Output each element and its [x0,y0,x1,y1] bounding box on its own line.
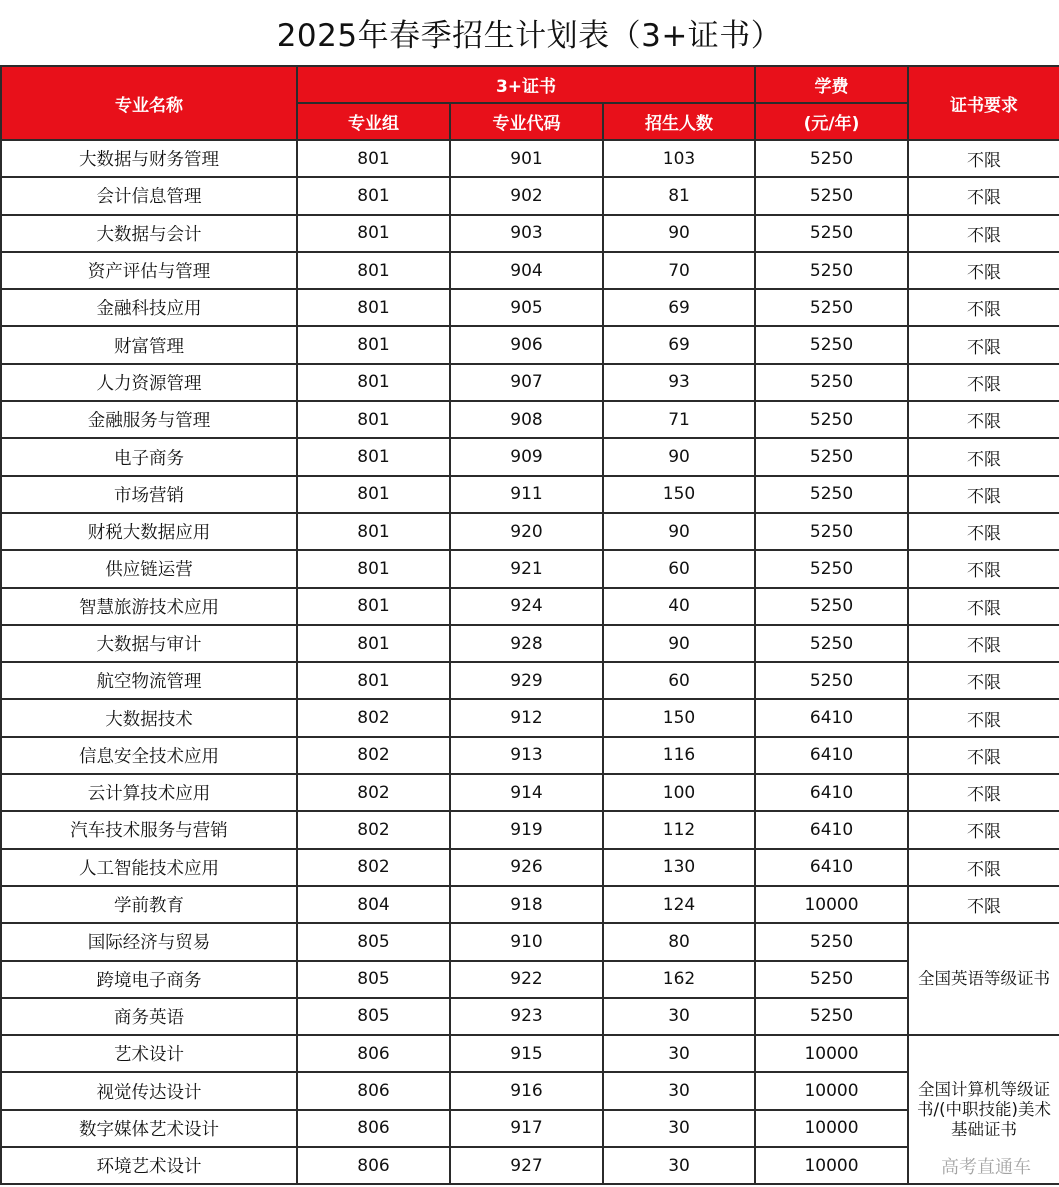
cert-requirement-cell: 不限 [908,774,1059,811]
enroll-count-cell: 71 [603,401,755,438]
cert-requirement-cell: 不限 [908,215,1059,252]
tuition-cell: 5250 [755,140,908,177]
major-name-cell: 金融科技应用 [1,289,297,326]
major-name-cell: 金融服务与管理 [1,401,297,438]
major-group-cell: 802 [297,774,450,811]
page-title: 2025年春季招生计划表（3+证书） [276,17,783,54]
major-name-cell: 智慧旅游技术应用 [1,588,297,625]
cert-requirement-cell: 不限 [908,438,1059,475]
major-code-cell: 917 [450,1110,603,1147]
major-group-cell: 801 [297,177,450,214]
enroll-count-cell: 103 [603,140,755,177]
tuition-cell: 5250 [755,401,908,438]
table-row [1,476,1059,513]
cert-requirement-cell: 不限 [908,401,1059,438]
major-name-cell: 学前教育 [1,886,297,923]
tuition-cell: 6410 [755,849,908,886]
major-group-cell: 805 [297,923,450,960]
table-row [1,923,1059,960]
table-row [1,177,1059,214]
table-row [1,662,1059,699]
cert-requirement-cell: 不限 [908,513,1059,550]
table-row [1,438,1059,475]
major-code-cell: 916 [450,1072,603,1109]
table-row [1,811,1059,848]
watermark: 高考直通车 [941,1157,1031,1178]
major-group-cell: 806 [297,1110,450,1147]
major-name-cell: 市场营销 [1,476,297,513]
cert-requirement-cell: 不限 [908,588,1059,625]
header-major-group: 专业组 [297,103,450,140]
major-group-cell: 801 [297,476,450,513]
major-name-cell: 财税大数据应用 [1,513,297,550]
header-major-name: 专业名称 [1,66,297,140]
major-group-cell: 801 [297,662,450,699]
enroll-count-cell: 60 [603,662,755,699]
enroll-count-cell: 100 [603,774,755,811]
cert-requirement-cell: 不限 [908,289,1059,326]
major-code-cell: 902 [450,177,603,214]
tuition-cell: 5250 [755,662,908,699]
major-name-cell: 云计算技术应用 [1,774,297,811]
major-name-cell: 大数据与财务管理 [1,140,297,177]
tuition-cell: 10000 [755,886,908,923]
major-group-cell: 801 [297,140,450,177]
major-code-cell: 926 [450,849,603,886]
tuition-cell: 6410 [755,737,908,774]
major-group-cell: 801 [297,215,450,252]
major-code-cell: 910 [450,923,603,960]
major-code-cell: 921 [450,550,603,587]
major-code-cell: 909 [450,438,603,475]
major-group-cell: 801 [297,588,450,625]
major-name-cell: 财富管理 [1,326,297,363]
major-group-cell: 806 [297,1035,450,1072]
major-code-cell: 904 [450,252,603,289]
tuition-cell: 10000 [755,1147,908,1184]
enroll-count-cell: 30 [603,1110,755,1147]
table-row [1,849,1059,886]
major-name-cell: 供应链运营 [1,550,297,587]
major-group-cell: 801 [297,364,450,401]
header-major-code: 专业代码 [450,103,603,140]
table-row [1,1035,1059,1072]
tuition-cell: 5250 [755,177,908,214]
enroll-count-cell: 150 [603,699,755,736]
header-tuition-unit: (元/年) [755,103,908,140]
enroll-count-cell: 60 [603,550,755,587]
enroll-count-cell: 93 [603,364,755,401]
table-row [1,364,1059,401]
enroll-count-cell: 116 [603,737,755,774]
tuition-cell: 5250 [755,364,908,401]
major-group-cell: 806 [297,1147,450,1184]
major-code-cell: 922 [450,961,603,998]
enroll-count-cell: 90 [603,215,755,252]
major-group-cell: 801 [297,326,450,363]
header-enroll-count: 招生人数 [603,103,755,140]
enroll-count-cell: 90 [603,513,755,550]
header-3cert-group: 3+证书 [297,66,755,103]
major-group-cell: 801 [297,438,450,475]
major-name-cell: 航空物流管理 [1,662,297,699]
cert-requirement-cell: 不限 [908,886,1059,923]
header-tuition: 学费 [755,66,908,103]
major-group-cell: 802 [297,849,450,886]
cert-requirement-merged-806: 全国计算机等级证书/(中职技能)美术基础证书 [908,1035,1059,1184]
major-name-cell: 资产评估与管理 [1,252,297,289]
cert-requirement-cell: 不限 [908,849,1059,886]
tuition-cell: 10000 [755,1072,908,1109]
major-group-cell: 805 [297,961,450,998]
major-group-cell: 802 [297,737,450,774]
major-code-cell: 920 [450,513,603,550]
major-code-cell: 912 [450,699,603,736]
tuition-cell: 5250 [755,550,908,587]
major-group-cell: 801 [297,625,450,662]
cert-requirement-cell: 不限 [908,625,1059,662]
enroll-count-cell: 30 [603,1072,755,1109]
tuition-cell: 5250 [755,438,908,475]
table-row [1,886,1059,923]
major-code-cell: 908 [450,401,603,438]
cert-requirement-cell: 不限 [908,699,1059,736]
major-code-cell: 913 [450,737,603,774]
tuition-cell: 6410 [755,811,908,848]
table-row [1,625,1059,662]
cert-requirement-cell: 不限 [908,364,1059,401]
major-code-cell: 907 [450,364,603,401]
table-row [1,774,1059,811]
table-row [1,1110,1059,1147]
major-code-cell: 924 [450,588,603,625]
major-name-cell: 艺术设计 [1,1035,297,1072]
enroll-count-cell: 30 [603,1035,755,1072]
table-row [1,699,1059,736]
major-code-cell: 911 [450,476,603,513]
enroll-count-cell: 69 [603,289,755,326]
major-group-cell: 801 [297,289,450,326]
major-name-cell: 环境艺术设计 [1,1147,297,1184]
major-code-cell: 927 [450,1147,603,1184]
major-name-cell: 人工智能技术应用 [1,849,297,886]
major-group-cell: 801 [297,401,450,438]
major-code-cell: 906 [450,326,603,363]
cert-requirement-cell: 不限 [908,550,1059,587]
cert-requirement-cell: 不限 [908,737,1059,774]
cert-requirement-cell: 不限 [908,177,1059,214]
tuition-cell: 5250 [755,513,908,550]
table-row [1,289,1059,326]
tuition-cell: 5250 [755,252,908,289]
enroll-count-cell: 150 [603,476,755,513]
major-group-cell: 806 [297,1072,450,1109]
major-code-cell: 919 [450,811,603,848]
table-row [1,961,1059,998]
enroll-count-cell: 162 [603,961,755,998]
major-name-cell: 汽车技术服务与营销 [1,811,297,848]
enroll-count-cell: 40 [603,588,755,625]
table-row [1,326,1059,363]
major-name-cell: 数字媒体艺术设计 [1,1110,297,1147]
major-name-cell: 大数据与会计 [1,215,297,252]
major-code-cell: 929 [450,662,603,699]
enroll-count-cell: 30 [603,998,755,1035]
major-group-cell: 801 [297,513,450,550]
major-name-cell: 大数据与审计 [1,625,297,662]
cert-requirement-cell: 不限 [908,476,1059,513]
table-row [1,1072,1059,1109]
table-row [1,513,1059,550]
tuition-cell: 5250 [755,961,908,998]
major-code-cell: 928 [450,625,603,662]
tuition-cell: 6410 [755,774,908,811]
tuition-cell: 5250 [755,289,908,326]
major-code-cell: 905 [450,289,603,326]
major-name-cell: 视觉传达设计 [1,1072,297,1109]
major-group-cell: 801 [297,550,450,587]
major-group-cell: 805 [297,998,450,1035]
table-row [1,550,1059,587]
cert-requirement-cell: 不限 [908,662,1059,699]
tuition-cell: 5250 [755,998,908,1035]
tuition-cell: 5250 [755,923,908,960]
major-code-cell: 903 [450,215,603,252]
tuition-cell: 10000 [755,1110,908,1147]
cert-requirement-cell: 不限 [908,140,1059,177]
table-row [1,998,1059,1035]
cert-requirement-cell: 不限 [908,252,1059,289]
enroll-count-cell: 130 [603,849,755,886]
major-code-cell: 901 [450,140,603,177]
tuition-cell: 5250 [755,326,908,363]
major-name-cell: 国际经济与贸易 [1,923,297,960]
table-row [1,215,1059,252]
major-name-cell: 商务英语 [1,998,297,1035]
major-code-cell: 923 [450,998,603,1035]
enroll-count-cell: 80 [603,923,755,960]
major-group-cell: 802 [297,811,450,848]
enrollment-table [0,65,1059,1185]
major-name-cell: 人力资源管理 [1,364,297,401]
major-name-cell: 会计信息管理 [1,177,297,214]
major-code-cell: 914 [450,774,603,811]
enroll-count-cell: 124 [603,886,755,923]
enroll-count-cell: 90 [603,625,755,662]
enroll-count-cell: 81 [603,177,755,214]
major-code-cell: 915 [450,1035,603,1072]
tuition-cell: 5250 [755,215,908,252]
table-row [1,1147,1059,1184]
enroll-count-cell: 112 [603,811,755,848]
cert-requirement-cell: 不限 [908,811,1059,848]
major-name-cell: 电子商务 [1,438,297,475]
header-cert-requirement: 证书要求 [908,66,1059,140]
title-bar [0,0,1059,64]
enroll-count-cell: 70 [603,252,755,289]
enroll-count-cell: 69 [603,326,755,363]
tuition-cell: 5250 [755,476,908,513]
tuition-cell: 6410 [755,699,908,736]
major-group-cell: 804 [297,886,450,923]
major-code-cell: 918 [450,886,603,923]
tuition-cell: 5250 [755,625,908,662]
enroll-count-cell: 30 [603,1147,755,1184]
table-row [1,737,1059,774]
major-name-cell: 跨境电子商务 [1,961,297,998]
tuition-cell: 10000 [755,1035,908,1072]
tuition-cell: 5250 [755,588,908,625]
cert-requirement-merged-805: 全国英语等级证书 [908,923,1059,1035]
major-name-cell: 信息安全技术应用 [1,737,297,774]
major-group-cell: 802 [297,699,450,736]
table-row [1,252,1059,289]
table-row [1,140,1059,177]
table-row [1,588,1059,625]
major-name-cell: 大数据技术 [1,699,297,736]
cert-requirement-cell: 不限 [908,326,1059,363]
enroll-count-cell: 90 [603,438,755,475]
table-row [1,401,1059,438]
major-group-cell: 801 [297,252,450,289]
